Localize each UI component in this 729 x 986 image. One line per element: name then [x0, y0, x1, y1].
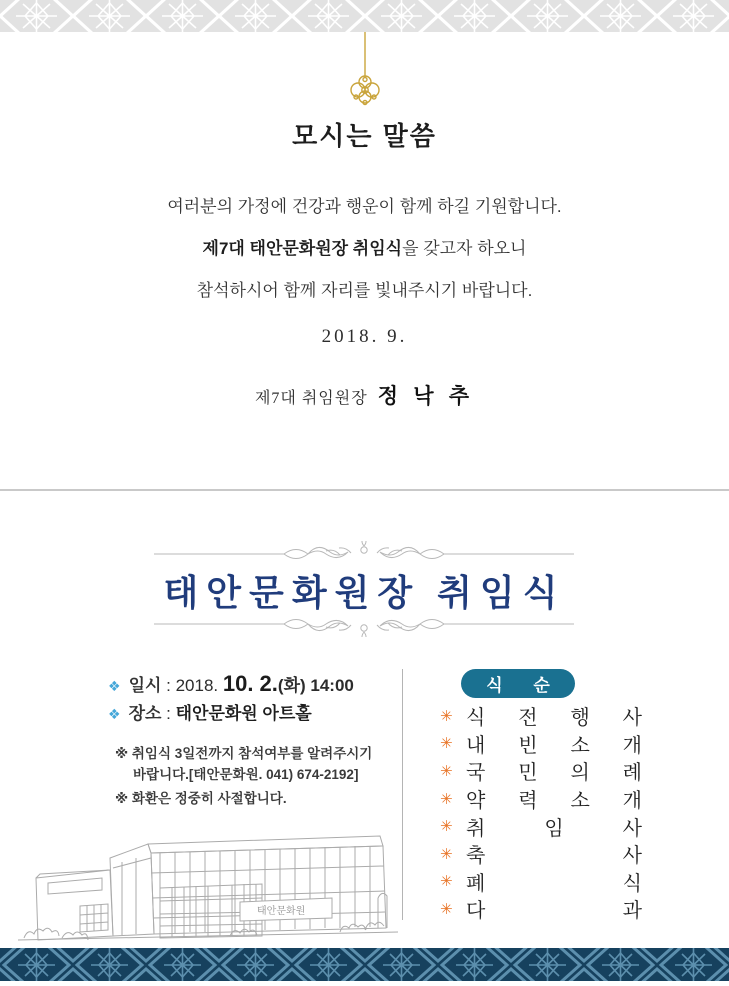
- venue-sep: :: [161, 704, 176, 723]
- program-item: [440, 868, 642, 896]
- program-item: [440, 702, 642, 730]
- asterisk-bullet-icon: ✳: [440, 707, 453, 725]
- top-pattern-band: [0, 0, 729, 32]
- datetime-label: 일시: [128, 676, 162, 695]
- program-item: [440, 812, 642, 840]
- diamond-bullet-icon: ❖: [108, 678, 121, 694]
- program-list: [440, 702, 642, 923]
- program-item-label: 다 과: [466, 900, 642, 923]
- note-line1: ※ 취임식 3일전까지 참석여부를 알려주시기: [115, 746, 373, 761]
- diamond-bullet-icon: ❖: [108, 706, 121, 722]
- invitation-line2: [0, 228, 729, 270]
- asterisk-bullet-icon: ✳: [440, 762, 453, 780]
- program-item-label: 국 민 의 례: [466, 762, 642, 785]
- gold-knot-ornament: [0, 32, 729, 106]
- ceremony-title: 태안문화원장 취임식: [163, 573, 566, 613]
- invitation-date: 2018. 9.: [321, 326, 408, 347]
- datetime-big: 10. 2.: [222, 671, 278, 696]
- section-divider: [0, 489, 729, 491]
- flourish-divider-top: [154, 541, 574, 563]
- signer-name: 정 낙 추: [377, 384, 475, 408]
- invitation-body: [0, 186, 729, 312]
- program-header-label: 식 순: [486, 676, 550, 695]
- program-item-label: 식 전 행 사: [466, 707, 642, 730]
- invitation-line3: 참석하시어 함께 자리를 빛내주시기 바랍니다.: [196, 281, 533, 300]
- rsvp-notes: [115, 743, 372, 809]
- venue-row: [108, 699, 312, 724]
- invitation-line2-bold: 제7대 태안문화원장 취임식: [202, 239, 403, 258]
- invitation-title: 모시는 말씀: [292, 121, 437, 151]
- program-item-label: 축 사: [466, 845, 642, 868]
- program-item: [440, 730, 642, 758]
- asterisk-bullet-icon: ✳: [440, 900, 453, 918]
- bottom-pattern-band: [0, 948, 729, 981]
- program-item-label: 폐 식: [466, 872, 642, 895]
- program-item-label: 내 빈 소 개: [466, 734, 642, 757]
- datetime-suffix: (화) 14:00: [277, 676, 354, 695]
- note-line3: ※ 화환은 정중히 사절합니다.: [115, 791, 287, 806]
- invitation-line1: 여러분의 가정에 건강과 행운이 함께 하길 기원합니다.: [167, 197, 562, 216]
- signer-prefix: 제7대 취임원장: [254, 390, 368, 407]
- program-item-label: 약 력 소 개: [466, 790, 642, 813]
- program-header-badge: [461, 669, 575, 698]
- flourish-divider-bottom: [154, 615, 574, 637]
- building-sign-text: 태안문화원: [257, 906, 306, 917]
- datetime-row: [108, 671, 354, 697]
- invitation-signer: [0, 380, 729, 410]
- venue-value: 태안문화원 아트홀: [175, 704, 312, 723]
- datetime-prefix: 2018.: [175, 676, 223, 695]
- note-line2: 바랍니다.[태안문화원. 041) 674-2192]: [133, 767, 359, 782]
- program-item: [440, 895, 642, 923]
- asterisk-bullet-icon: ✳: [440, 818, 453, 836]
- venue-label: 장소: [128, 704, 162, 723]
- asterisk-bullet-icon: ✳: [440, 873, 453, 891]
- program-item: [440, 785, 642, 813]
- datetime-sep: :: [161, 676, 176, 695]
- program-item: [440, 757, 642, 785]
- program-item: [440, 840, 642, 868]
- invitation-line2-rest: 을 갖고자 하오니: [402, 239, 527, 258]
- asterisk-bullet-icon: ✳: [440, 790, 453, 808]
- asterisk-bullet-icon: ✳: [440, 735, 453, 753]
- program-item-label: 취 임 사: [466, 817, 642, 840]
- column-divider: [402, 669, 403, 920]
- asterisk-bullet-icon: ✳: [440, 845, 453, 863]
- building-illustration: [10, 828, 404, 950]
